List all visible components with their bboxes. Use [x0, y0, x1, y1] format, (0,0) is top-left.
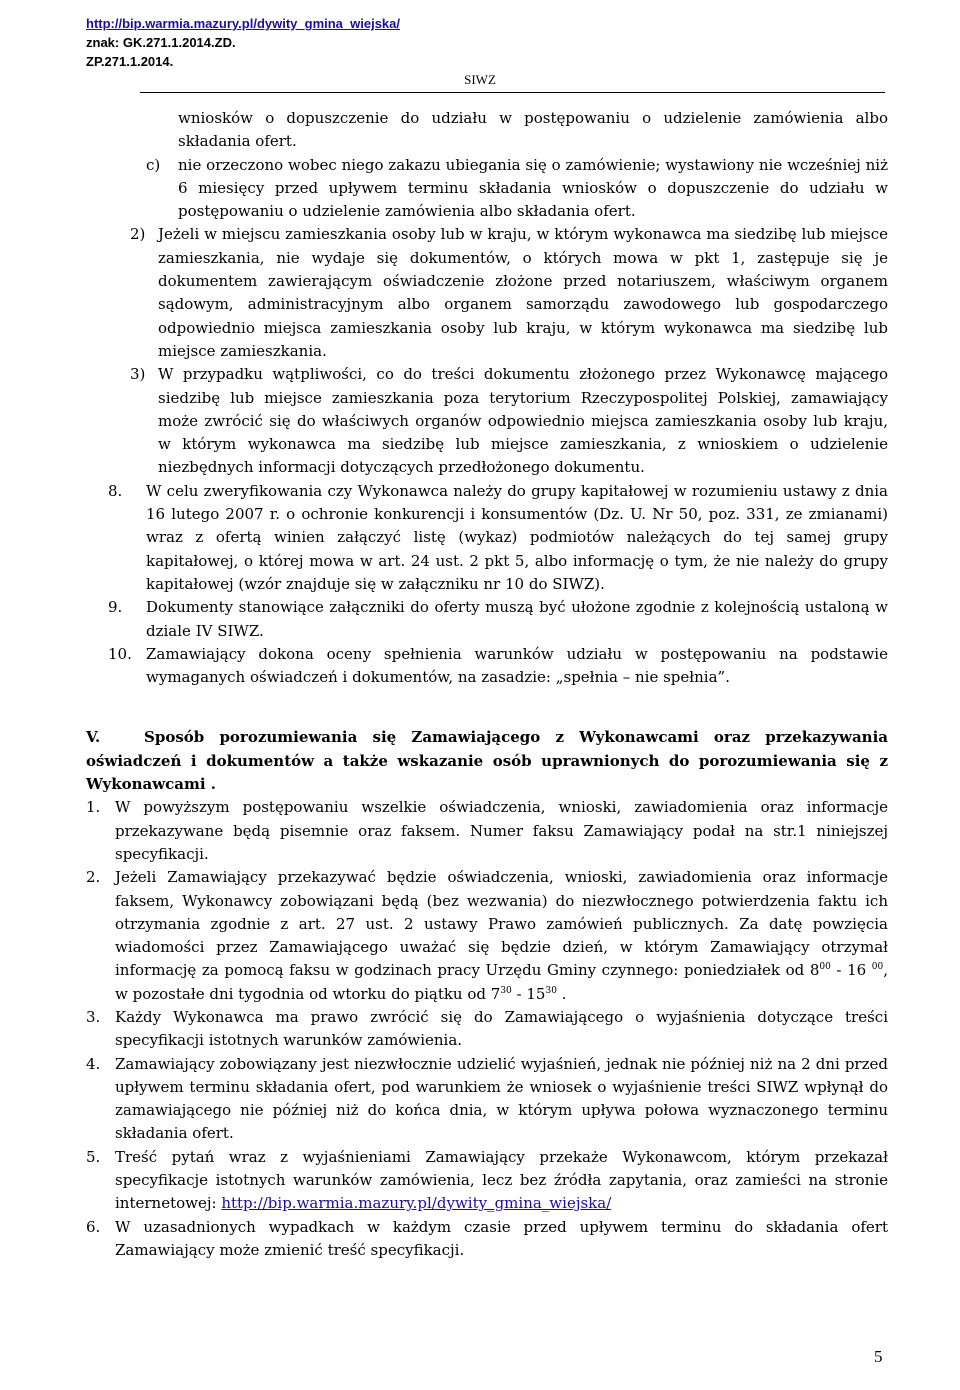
header-zp: ZP.271.1.2014.: [86, 54, 174, 69]
header-url-link[interactable]: http://bip.warmia.mazury.pl/dywity_gmina_wiejska/: [86, 16, 401, 31]
header-divider: [140, 92, 885, 93]
list-marker: 5.: [86, 1147, 101, 1166]
list-marker: 2.: [86, 868, 101, 887]
list-item-text: W celu zweryfikowania czy Wykonawca należy do grupy kapitałowej w rozumieniu ustawy z dnia 16 lutego 2007 r. o ochronie konkurencji i konsumentów (Dz. U. Nr 50, poz. 331, ze zmianami) wraz z ofertą winien załączyć listę (wykaz) podmiotów należących do tej samej grupy kapitałowej, o której mowa w art. 24 ust. 2 pkt 5, albo informację o tym, że nie należy do grupy kapitałowej (wzór znajduje się w załączniku nr 10 do SIWZ).: [146, 481, 888, 593]
section-item-6: [86, 1216, 888, 1263]
bip-link[interactable]: http://bip.warmia.mazury.pl/dywity_gmina_wiejska/: [221, 1194, 612, 1213]
section-item-1: [86, 796, 888, 866]
list-item-text: Zamawiający dokona oceny spełnienia warunków udziału w postępowaniu na podstawie wymaganych oświadczeń i dokumentów, na zasadzie: „spełnia – nie spełnia”.: [146, 644, 888, 687]
list-item-text: nie orzeczono wobec niego zakazu ubiegania się o zamówienie; wystawiony nie wcześniej niż 6 miesięcy przed upływem terminu składania wniosków o dopuszczenie do udziału w postępowaniu o udzielenie zamówienia albo składania ofert.: [178, 155, 888, 221]
list-item-text: Zamawiający zobowiązany jest niezwłocznie udzielić wyjaśnień, jednak nie później niż na 2 dni przed upływem terminu składania ofert, pod warunkiem że wniosek o wyjaśnienie treści SIWZ wpłynął do zamawiającego nie później niż do końca dnia, w którym upływa połowa wyznaczonego terminu składania ofert.: [115, 1054, 888, 1143]
hours-text: $8^{00} - 16$ $^{00}$, w pozostałe dni tygodnia od wtorku do piątku od $7^{30} - 15^{30}$ .: [115, 961, 888, 1003]
section-item-4: [86, 1053, 888, 1146]
list-item-text: W powyższym postępowaniu wszelkie oświadczenia, wnioski, zawiadomienia oraz informacje przekazywane będą pisemnie oraz faksem. Numer faksu Zamawiający podał na str.1 niniejszej specyfikacji.: [115, 798, 888, 863]
list-marker: 9.: [108, 598, 123, 617]
header-znak: znak: GK.271.1.2014.ZD.: [86, 35, 236, 50]
list-marker: 3): [130, 365, 146, 384]
section-item-3: [86, 1006, 888, 1053]
list-marker: 2): [130, 225, 146, 244]
list-marker: 4.: [86, 1054, 101, 1073]
document-body: [86, 107, 888, 1262]
page-number: 5: [874, 1347, 883, 1366]
continuation-text: wniosków o dopuszczenie do udziału w postępowaniu o udzielenie zamówienia albo składania ofert.: [178, 109, 888, 151]
section-heading: [86, 726, 888, 796]
section-title: Sposób porozumiewania się Zamawiającego z Wykonawcami oraz przekazywania oświadczeń i dokumentów a także wskazanie osób uprawnionych do porozumiewania się z Wykonawcami .: [86, 728, 888, 794]
list-item-3: [86, 363, 888, 479]
list-item-text: Treść pytań wraz z wyjaśnieniami Zamawiający przekaże Wykonawcom, którym przekazał specyfikacje istotnych warunków zamówienia, lecz bez źródła zapytania, oraz zamieści na stronie internetowej:: [115, 1147, 888, 1213]
list-item-text: Dokumenty stanowiące załączniki do oferty muszą być ułożone zgodnie z kolejnością ustaloną w dziale IV SIWZ.: [146, 598, 888, 640]
list-marker: 6.: [86, 1217, 101, 1236]
list-marker: 3.: [86, 1007, 101, 1026]
list-marker: 10.: [108, 644, 132, 663]
list-item-c: [86, 154, 888, 224]
list-marker: 1.: [86, 798, 101, 817]
section-number: V.: [86, 728, 101, 747]
page-header: [86, 14, 400, 71]
list-item-text: Jeżeli Zamawiający przekazywać będzie oświadczenia, wnioski, zawiadomienia oraz informacje faksem, Wykonawcy zobowiązani będą (bez wezwania) do niezwłocznego potwierdzenia faktu ich otrzymania zgodnie z art. 27 ust. 2 ustawy Prawo zamówień publicznych. Za datę powzięcia wiadomości przez Zamawiającego uważać się będzie dzień, w którym Zamawiający otrzymał informację za pomocą faksu w godzinach pracy Urzędu Gminy czynnego: poniedziałek od: [115, 868, 888, 980]
list-item-9: [86, 596, 888, 643]
list-item-10: [86, 643, 888, 690]
list-item-text: W uzasadnionych wypadkach w każdym czasie przed upływem terminu do składania ofert Zamawiający może zmienić treść specyfikacji.: [115, 1217, 888, 1259]
list-item-text: W przypadku wątpliwości, co do treści dokumentu złożonego przez Wykonawcę mającego siedzibę lub miejsce zamieszkania poza terytorium Rzeczypospolitej Polskiej, zamawiający może zwrócić się do właściwych organów odpowiednio miejsca zamieszkania osoby lub kraju, w którym wykonawca ma siedzibę lub miejsce zamieszkania, z wnioskiem o udzielenie niezbędnych informacji dotyczących przedłożonego dokumentu.: [158, 365, 888, 477]
section-item-5: [86, 1146, 888, 1216]
header-center-title: SIWZ: [464, 72, 496, 87]
list-item-text: Każdy Wykonawca ma prawo zwrócić się do Zamawiającego o wyjaśnienia dotyczące treści specyfikacji istotnych warunków zamówienia.: [115, 1007, 888, 1050]
list-item-8: [86, 480, 888, 596]
list-marker: c): [146, 155, 161, 174]
section-item-2: [86, 866, 888, 1006]
list-item-text: Jeżeli w miejscu zamieszkania osoby lub w kraju, w którym wykonawca ma siedzibę lub miejsce zamieszkania, nie wydaje się dokumentów, o których mowa w pkt 1, zastępuje się je dokumentem zawierającym oświadczenie złożone przed notariuszem, właściwym organem sądowym, administracyjnym albo organem samorządu zawodowego lub gospodarczego odpowiednio miejsca zamieszkania osoby lub kraju, w którym wykonawca ma siedzibę lub miejsce zamieszkania.: [158, 225, 888, 360]
list-marker: 8.: [108, 481, 123, 500]
list-item-2: [86, 223, 888, 363]
